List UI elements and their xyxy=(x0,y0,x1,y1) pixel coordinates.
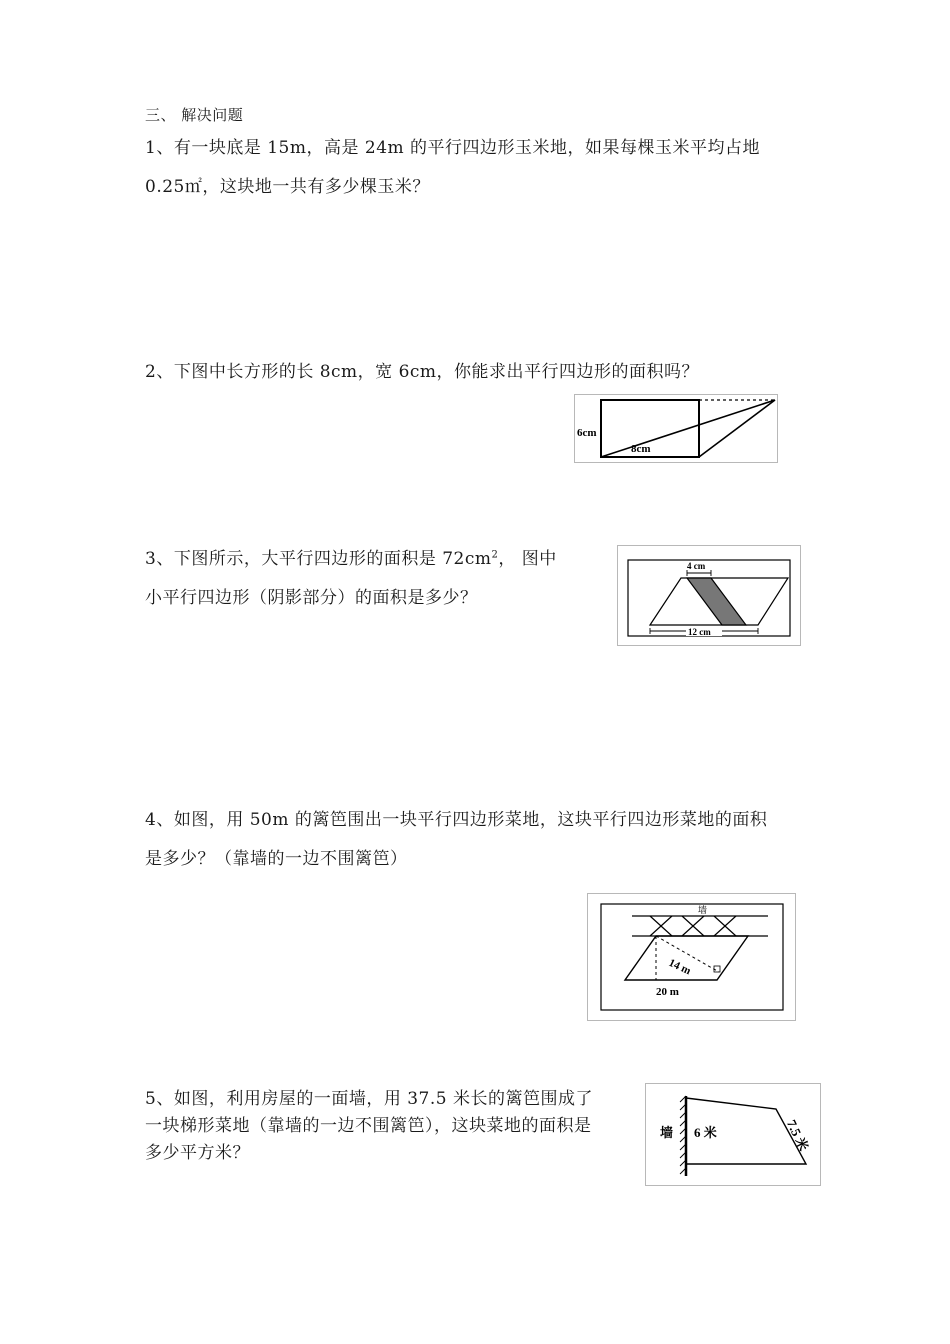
question-1-line-2: 0.25㎡，这块地一共有多少棵玉米？ xyxy=(145,177,430,197)
question-2-line-1: 2、下图中长方形的长 8cm，宽 6cm，你能求出平行四边形的面积吗？ xyxy=(145,362,700,382)
slant-side-label: 7.5 米 xyxy=(783,1117,812,1154)
section-title: 三、 解决问题 xyxy=(145,106,244,124)
fenced-parallelogram-figure xyxy=(587,893,796,1021)
parallelogram-left-side xyxy=(601,400,775,457)
question-5-line-3: 多少平方米？ xyxy=(145,1143,250,1163)
question-3-line-2: 小平行四边形（阴影部分）的面积是多少？ xyxy=(145,588,478,608)
question-3-line-1 xyxy=(145,544,557,569)
length-label: 8cm xyxy=(631,443,651,455)
trapezoid-figure xyxy=(645,1083,821,1186)
question-5-line-2: 一块梯形菜地（靠墙的一边不围篱笆），这块菜地的面积是 xyxy=(145,1116,592,1136)
shaded-small-parallelogram xyxy=(687,578,746,625)
base-length-label: 20 m xyxy=(656,986,679,998)
parallelogram-right-side xyxy=(699,400,775,457)
figure-inner-frame xyxy=(601,904,783,1010)
question-3-line-1-text: 3、下图所示，大平行四边形的面积是 72cm xyxy=(145,549,492,569)
question-4-line-2: 是多少？（靠墙的一边不围篱笆） xyxy=(145,849,408,869)
question-3-unit-exponent: 2 xyxy=(491,549,499,561)
top-width-label: 4 cm xyxy=(687,561,706,571)
wall-cross-hatch xyxy=(650,916,736,936)
wall-label: 墙 xyxy=(660,1125,674,1140)
question-3-line-1-end: ， 图中 xyxy=(498,549,557,569)
question-1-line-1: 1、有一块底是 15m，高是 24m 的平行四边形玉米地，如果每棵玉米平均占地 xyxy=(145,138,761,158)
bottom-width-label: 12 cm xyxy=(688,627,711,637)
question-4-line-1: 4、如图，用 50m 的篱笆围出一块平行四边形菜地，这块平行四边形菜地的面积 xyxy=(145,810,768,830)
wall-label: 墙 xyxy=(698,906,708,916)
right-angle-mark xyxy=(714,966,720,972)
shaded-parallelogram-figure xyxy=(617,545,801,646)
height-label: 6cm xyxy=(577,427,597,439)
rectangle-parallelogram-figure xyxy=(574,394,778,463)
question-5-line-1: 5、如图，利用房屋的一面墙，用 37.5 米长的篱笆围成了 xyxy=(145,1089,593,1109)
slant-height-label: 14 m xyxy=(666,956,693,978)
height-label: 6 米 xyxy=(694,1125,717,1140)
